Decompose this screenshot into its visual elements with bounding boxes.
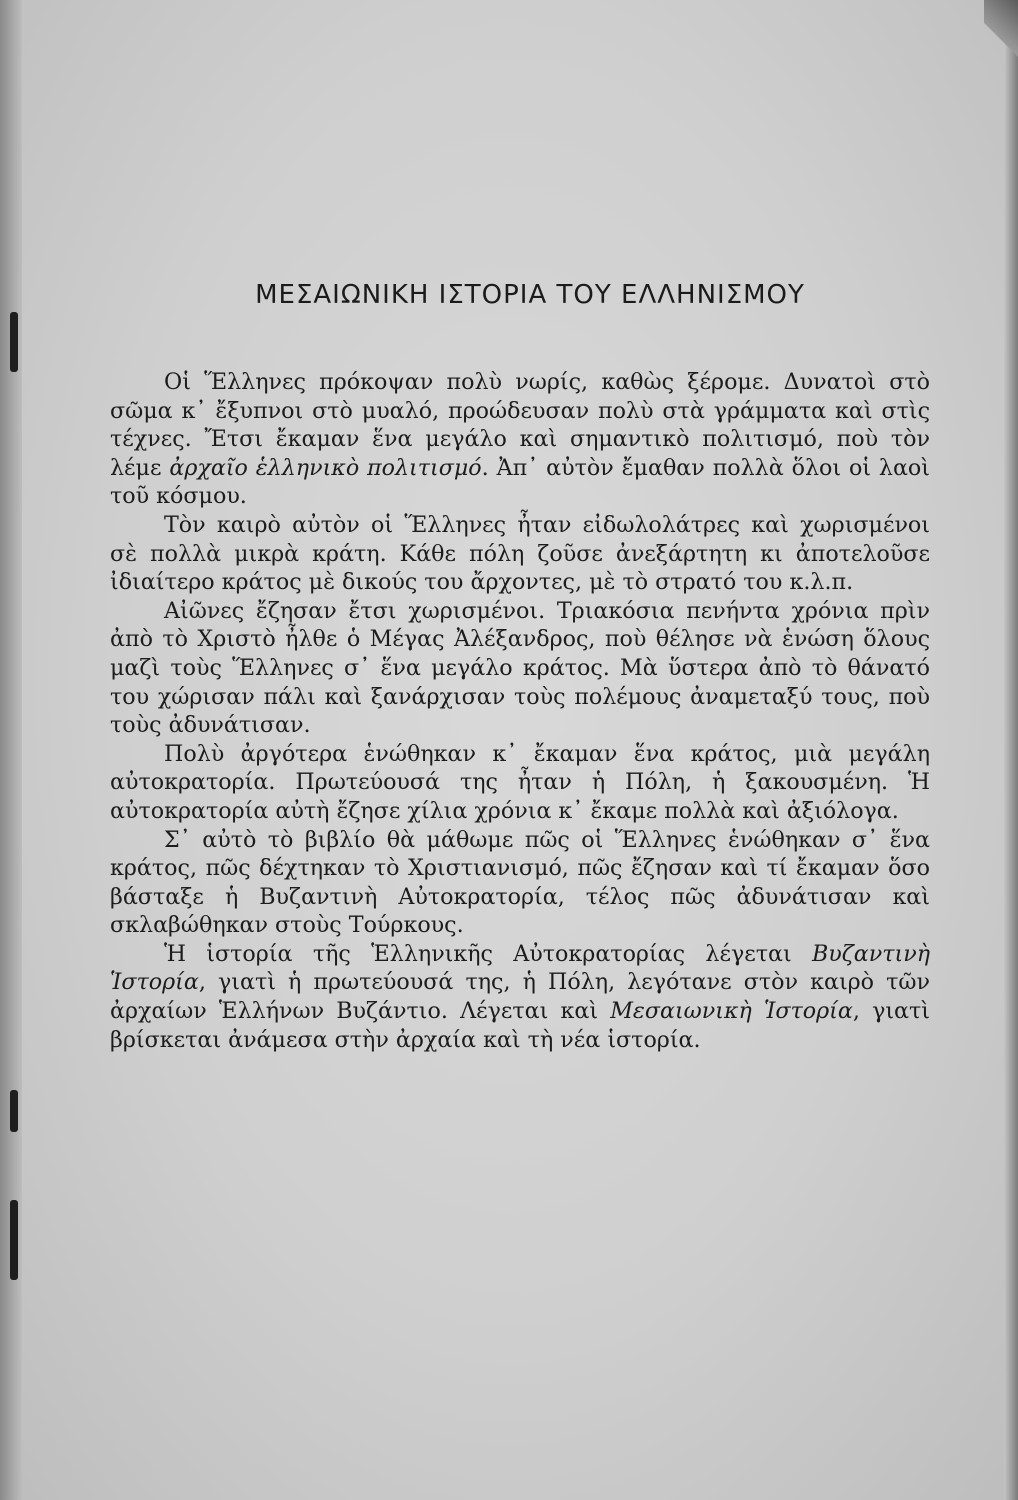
paragraph-1: Οἱ Ἕλληνες πρόκοψαν πολὺ νωρίς, καθὼς ξέρομε. Δυνατοὶ στὸ σῶμα κ᾽ ἔξυπνοι στὸ μυαλό, προώδευσαν πολὺ στὰ γράμματα καὶ στὶς τέχνες. Ἔτσι ἔκαμαν ἕνα μεγάλο καὶ σημαντικὸ πολιτισμό, ποὺ τὸν λέμε ἀρχαῖο ἑλληνικὸ πολιτισμό. Ἀπ᾽ αὐτὸν ἔμαθαν πολλὰ ὅλοι οἱ λαοὶ τοῦ κόσμου. bbox=[110, 369, 930, 510]
italic-phrase: ἀρχαῖο ἑλληνικὸ πολιτισμό bbox=[169, 454, 482, 481]
paragraph-6: Ἡ ἱστορία τῆς Ἑλληνικῆς Αὐτοκρατορίας λέγεται Βυζαντινὴ Ἱστορία, γιατὶ ἡ πρωτεύουσά της, ἡ Πόλη, λεγότανε στὸν καιρὸ τῶν ἀρχαίων Ἑλλήνων Βυζάντιο. Λέγεται καὶ Μεσαιωνικὴ Ἱστορία, γιατὶ βρίσκεται ἀνάμεσα στὴν ἀρχαία καὶ τὴ νέα ἱστορία. bbox=[110, 940, 930, 1053]
italic-phrase: Βυζαντινὴ Ἱστορία bbox=[110, 940, 930, 996]
binding-mark bbox=[10, 1090, 18, 1132]
paragraph-2: Τὸν καιρὸ αὐτὸν οἱ Ἕλληνες ἦταν εἰδωλολάτρες καὶ χωρισμένοι σὲ πολλὰ μικρὰ κράτη. Κάθε πόλη ζοῦσε ἀνεξάρτητη κι ἀποτελοῦσε ἰδιαίτερο κράτος μὲ δικούς του ἄρχοντες, μὲ τὸ στρατό του κ.λ.π. bbox=[110, 511, 930, 596]
paragraph-4: Πολὺ ἀργότερα ἑνώθηκαν κ᾽ ἔκαμαν ἕνα κράτος, μιὰ μεγάλη αὐτοκρατορία. Πρωτεύουσά της ἦταν ἡ Πόλη, ἡ ξακουσμένη. Ἡ αὐτοκρατορία αὐτὴ ἔζησε χίλια χρόνια κ᾽ ἔκαμε πολλὰ καὶ ἀξιόλογα. bbox=[110, 740, 930, 824]
binding-mark bbox=[10, 1200, 18, 1280]
page-title: ΜΕΣΑΙΩΝΙΚΗ ΙΣΤΟΡΙΑ ΤΟΥ ΕΛΛΗΝΙΣΜΟΥ bbox=[255, 280, 805, 310]
italic-phrase: Μεσαιωνικὴ Ἱστορία bbox=[610, 998, 853, 1025]
page-right-edge bbox=[1004, 0, 1018, 1500]
paragraph-3: Αἰῶνες ἔζησαν ἔτσι χωρισμένοι. Τριακόσια πενήντα χρόνια πρὶν ἀπὸ τὸ Χριστὸ ἦλθε ὁ Μέγας Ἀλέξανδρος, ποὺ θέλησε νὰ ἑνώση ὅλους μαζὶ τοὺς Ἕλληνες σ᾽ ἕνα μεγάλο κράτος. Μὰ ὕστερα ἀπὸ τὸ θάνατό του χώρισαν πάλι καὶ ξανάρχισαν τοὺς πολέμους ἀναμεταξύ τους, ποὺ τοὺς ἀδυνάτισαν. bbox=[110, 597, 930, 739]
binding-mark bbox=[10, 312, 18, 372]
paragraph-5: Σ᾽ αὐτὸ τὸ βιβλίο θὰ μάθωμε πῶς οἱ Ἕλληνες ἑνώθηκαν σ᾽ ἕνα κράτος, πῶς δέχτηκαν τὸ Χριστιανισμό, πῶς ἔζησαν καὶ τί ἔκαμαν ὅσο βάσταξε ἡ Βυζαντινὴ Αὐτοκρατορία, τέλος πῶς ἀδυνάτισαν καὶ σκλαβώθηκαν στοὺς Τούρκους. bbox=[110, 826, 930, 939]
corner-fold bbox=[984, 0, 1018, 60]
body-text bbox=[110, 368, 930, 1054]
